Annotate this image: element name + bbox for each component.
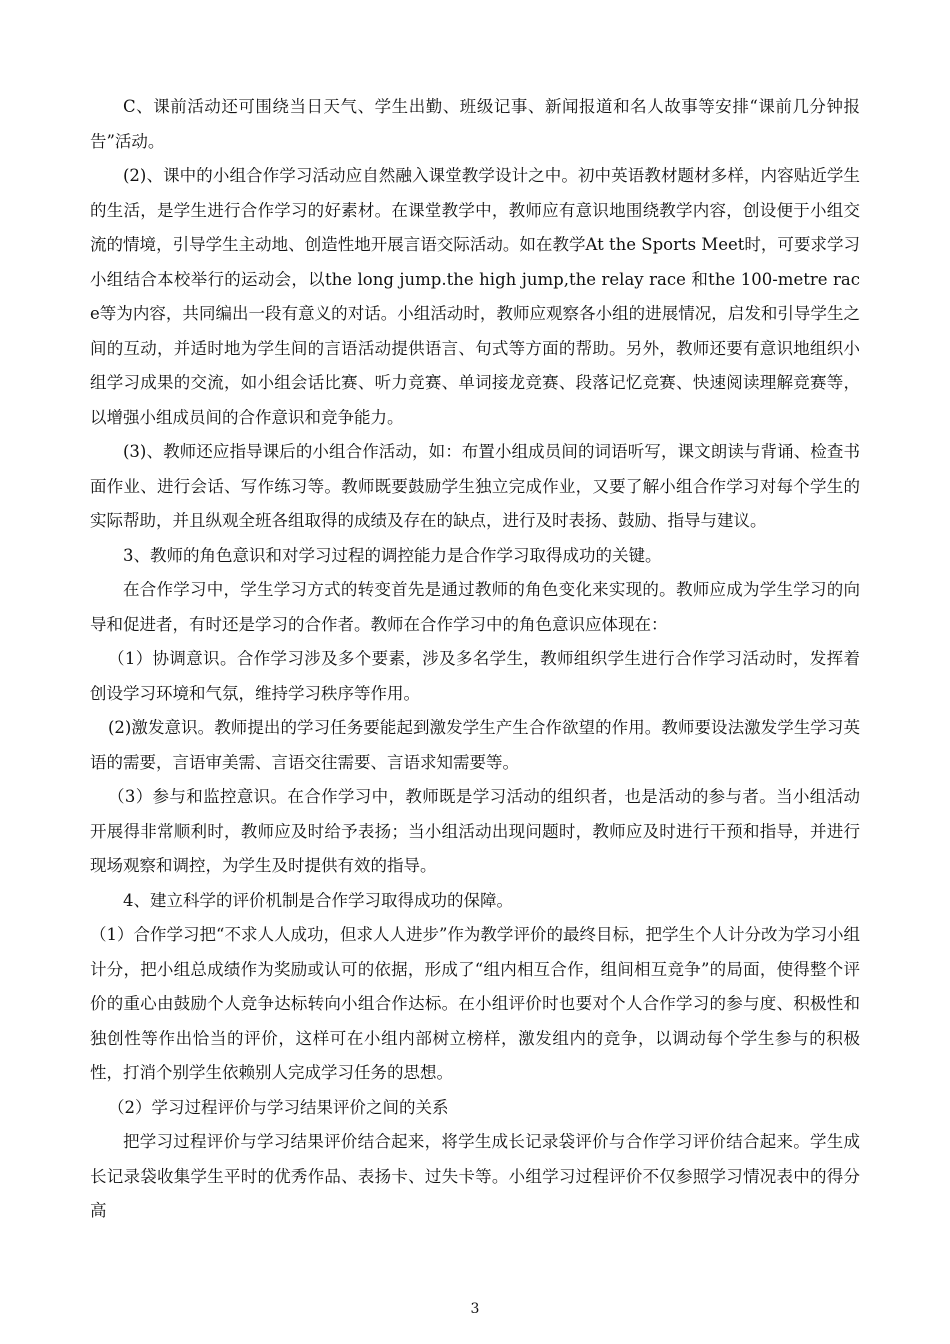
paragraph-process-vs-result: （2）学习过程评价与学习结果评价之间的关系	[108, 1097, 449, 1117]
paragraph-activity-c: C、课前活动还可围绕当日天气、学生出勤、班级记事、新闻报道和名人故事等安排“课前几分钟报告”活动。	[90, 97, 860, 151]
body-text	[90, 90, 860, 1229]
heading-evaluation: 4、建立科学的评价机制是合作学习取得成功的保障。	[123, 890, 513, 910]
paragraph-motivation: (2)激发意识。教师提出的学习任务要能起到激发学生产生合作欲望的作用。教师要设法激发学生学习英语的需要，言语审美需、言语交往需要、言语求知需要等。	[90, 718, 860, 772]
paragraph-role-change: 在合作学习中，学生学习方式的转变首先是通过教师的角色变化来实现的。教师应成为学生学习的向导和促进者，有时还是学习的合作者。教师在合作学习中的角色意识应体现在：	[90, 580, 860, 634]
paragraph-coordination: （1）协调意识。合作学习涉及多个要素，涉及多名学生，教师组织学生进行合作学习活动时，发挥着创设学习环境和气氛，维持学习秩序等作用。	[90, 649, 860, 703]
heading-teacher-role: 3、教师的角色意识和对学习过程的调控能力是合作学习取得成功的关键。	[123, 545, 662, 565]
page-number: 3	[470, 1301, 480, 1317]
paragraph-participation: （3）参与和监控意识。在合作学习中，教师既是学习活动的组织者，也是活动的参与者。当小组活动开展得非常顺利时，教师应及时给予表扬；当小组活动出现问题时，教师应及时进行干预和指导，并进行现场观察和调控，为学生及时提供有效的指导。	[90, 787, 860, 875]
paragraph-in-class-group-work: (2)、课中的小组合作学习活动应自然融入课堂教学设计之中。初中英语教材题材多样，内容贴近学生的生活，是学生进行合作学习的好素材。在课堂教学中，教师应有意识地围绕教学内容，创设便于小组交流的情境，引导学生主动地、创造性地开展言语交际活动。如在教学At the Sports Meet时，可要求学习小组结合本校举行的运动会，以the long jump.the high jump,the relay race 和the 100-metre race等为内容，共同编出一段有意义的对话。小组活动时，教师应观察各小组的进展情况，启发和引导学生之间的互动，并适时地为学生间的言语活动提供语言、句式等方面的帮助。另外，教师还要有意识地组织小组学习成果的交流，如小组会话比赛、听力竞赛、单词接龙竞赛、段落记忆竞赛、快速阅读理解竞赛等，以增强小组成员间的合作意识和竞争能力。	[90, 166, 860, 427]
paragraph-after-class-group-work: (3)、教师还应指导课后的小组合作活动，如：布置小组成员间的词语听写，课文朗读与背诵、检查书面作业、进行会话、写作练习等。教师既要鼓励学生独立完成作业，又要了解小组合作学习对每个学生的实际帮助，并且纵观全班各组取得的成绩及存在的缺点，进行及时表扬、鼓励、指导与建议。	[90, 442, 860, 530]
paragraph-evaluation-goal: （1）合作学习把“不求人人成功，但求人人进步”作为教学评价的最终目标，把学生个人计分改为学习小组计分，把小组总成绩作为奖励或认可的依据，形成了“组内相互合作，组间相互竞争”的局面，使得整个评价的重心由鼓励个人竞争达标转向小组合作达标。在小组评价时也要对个人合作学习的参与度、积极性和独创性等作出恰当的评价，这样可在小组内部树立榜样，激发组内的竞争，以调动每个学生参与的积极性，打消个别学生依赖别人完成学习任务的思想。	[90, 925, 860, 1082]
paragraph-growth-portfolio: 把学习过程评价与学习结果评价结合起来，将学生成长记录袋评价与合作学习评价结合起来。学生成长记录袋收集学生平时的优秀作品、表扬卡、过失卡等。小组学习过程评价不仅参照学习情况表中的得分高	[90, 1132, 860, 1220]
